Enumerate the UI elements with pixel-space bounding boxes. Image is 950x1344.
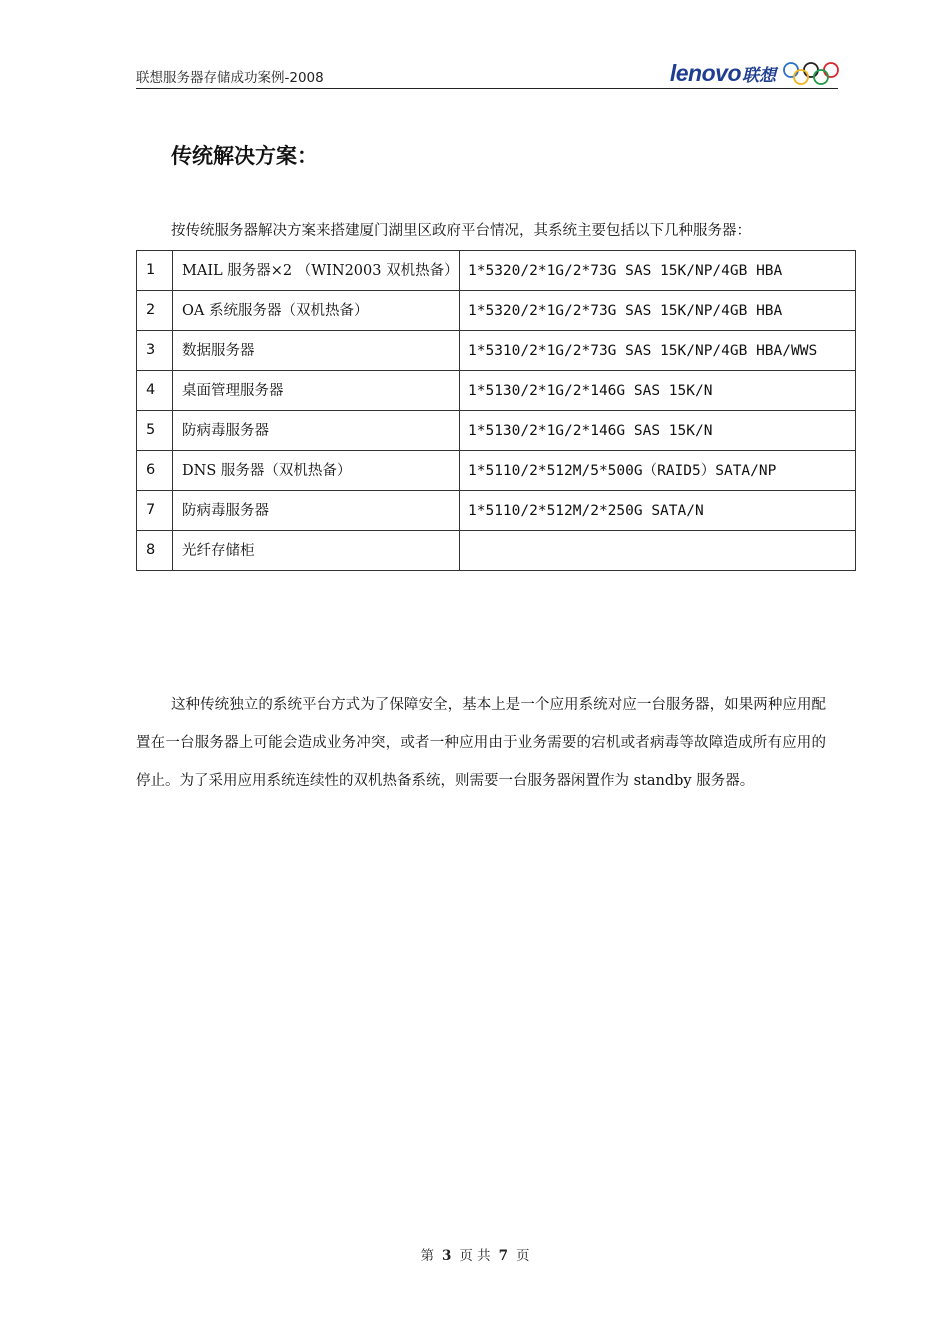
logo-text: lenovo: [669, 60, 741, 86]
footer-label-post: 页: [516, 1248, 530, 1264]
server-name: OA 系统服务器（双机热备）: [173, 291, 460, 331]
server-name: 防病毒服务器: [173, 411, 460, 451]
row-number: 1: [137, 251, 173, 291]
table-row: [137, 531, 856, 571]
server-spec: 1*5110/2*512M/2*250G SATA/N: [460, 491, 856, 531]
table-row: [137, 371, 856, 411]
server-spec: 1*5130/2*1G/2*146G SAS 15K/N: [460, 411, 856, 451]
table-row: [137, 331, 856, 371]
footer-label-pre: 第: [420, 1248, 434, 1264]
table-row: [137, 451, 856, 491]
page-header: [136, 58, 838, 89]
olympic-rings-icon: [782, 61, 840, 87]
table-row: [137, 291, 856, 331]
row-number: 3: [137, 331, 173, 371]
intro-text: 按传统服务器解决方案来搭建厦门湖里区政府平台情况，其系统主要包括以下几种服务器：: [171, 223, 751, 239]
row-number: 2: [137, 291, 173, 331]
server-spec: [460, 531, 856, 571]
row-number: 4: [137, 371, 173, 411]
footer-label-mid: 页 共: [459, 1248, 491, 1264]
server-name: 桌面管理服务器: [173, 371, 460, 411]
logo-cn: 联想: [742, 66, 776, 86]
page-footer: [0, 1244, 950, 1264]
page-current: 3: [441, 1248, 452, 1264]
body-paragraph: 这种传统独立的系统平台方式为了保障安全，基本上是一个应用系统对应一台服务器，如果两种应用配置在一台服务器上可能会造成业务冲突，或者一种应用由于业务需要的宕机或者病毒等故障造成所有应用的停止。为了采用应用系统连续性的双机热备系统，则需要一台服务器闲置作为 standby 服务器。: [136, 697, 826, 789]
section-title: 传统解决方案：: [171, 144, 318, 168]
server-table-body: [137, 251, 856, 571]
header-title: 联想服务器存储成功案例-2008: [136, 70, 324, 86]
server-name: 数据服务器: [173, 331, 460, 371]
server-name: MAIL 服务器×2 （WIN2003 双机热备）: [173, 251, 460, 291]
server-spec: 1*5320/2*1G/2*73G SAS 15K/NP/4GB HBA: [460, 251, 856, 291]
lenovo-logo: [670, 60, 776, 87]
row-number: 6: [137, 451, 173, 491]
row-number: 8: [137, 531, 173, 571]
server-name: DNS 服务器（双机热备）: [173, 451, 460, 491]
row-number: 7: [137, 491, 173, 531]
table-row: [137, 251, 856, 291]
server-spec: 1*5320/2*1G/2*73G SAS 15K/NP/4GB HBA: [460, 291, 856, 331]
server-spec: 1*5110/2*512M/5*500G（RAID5）SATA/NP: [460, 451, 856, 491]
server-name: 光纤存储柜: [173, 531, 460, 571]
table-row: [137, 491, 856, 531]
server-spec: 1*5130/2*1G/2*146G SAS 15K/N: [460, 371, 856, 411]
table-row: [137, 411, 856, 451]
server-name: 防病毒服务器: [173, 491, 460, 531]
server-table: [136, 250, 856, 571]
page-total: 7: [498, 1248, 509, 1264]
row-number: 5: [137, 411, 173, 451]
server-spec: 1*5310/2*1G/2*73G SAS 15K/NP/4GB HBA/WWS: [460, 331, 856, 371]
